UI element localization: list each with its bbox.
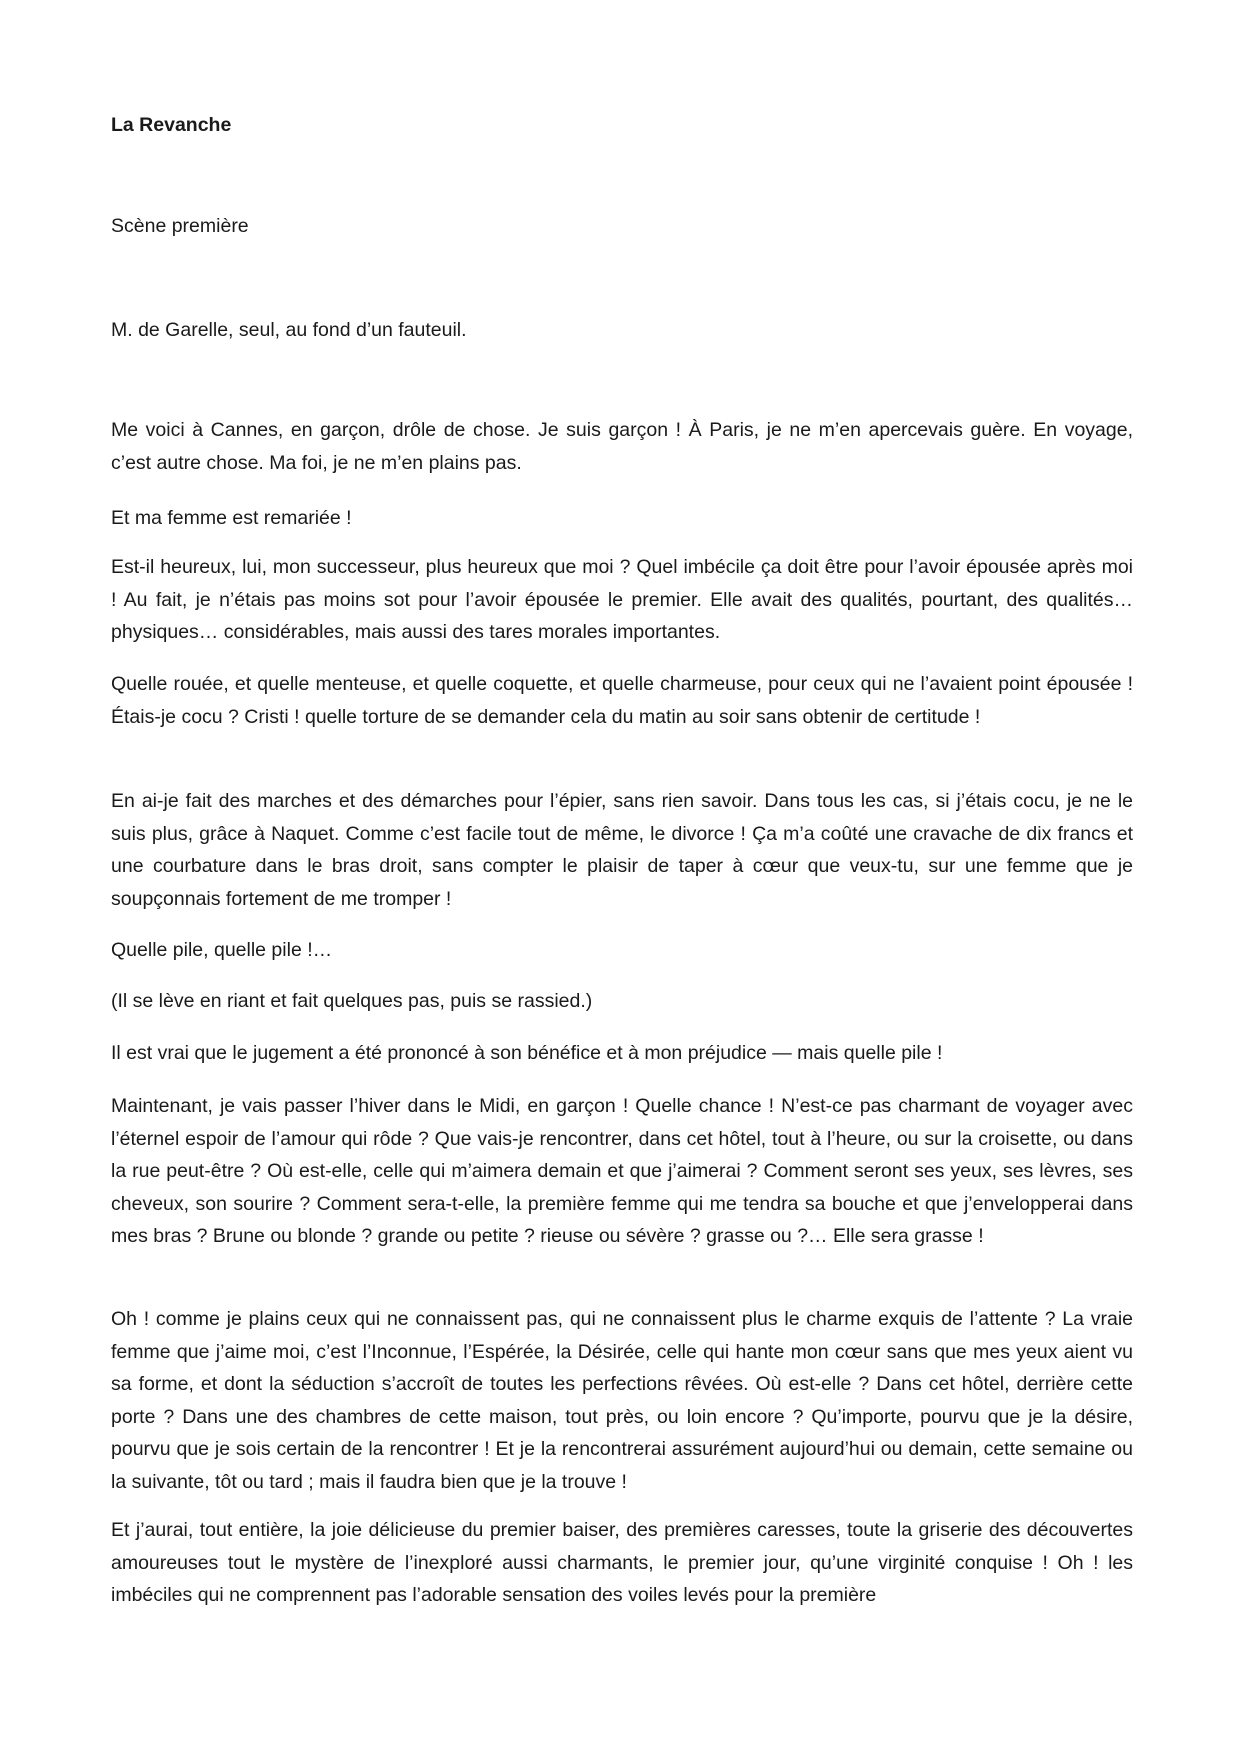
paragraph: Quelle rouée, et quelle menteuse, et quelle coquette, et quelle charmeuse, pour ceux qui ne l’avaient point épousée ! Étais-je cocu ? Cristi ! quelle torture de se demander cela du matin au soir sans obtenir de certitude ! [111,673,1133,728]
paragraph: Et ma femme est remariée ! [111,507,352,529]
stage-direction: M. de Garelle, seul, au fond d’un fauteuil. [111,319,467,341]
stage-direction: (Il se lève en riant et fait quelques pas, puis se rassied.) [111,990,593,1012]
paragraph: Oh ! comme je plains ceux qui ne connaissent pas, qui ne connaissent plus le charme exquis de l’attente ? La vraie femme que j’aime moi, c’est l’Inconnue, l’Espérée, la Désirée, celle qui hante mon cœur sans que mes yeux aient vu sa forme, et dont la séduction s’accroît de toutes les perfections rêvées. Où est-elle ? Dans cet hôtel, derrière cette porte ? Dans une des chambres de cette maison, tout près, ou loin encore ? Qu’importe, pourvu que je la désire, pourvu que je sois certain de la rencontrer ! Et je la rencontrerai assurément aujourd’hui ou demain, cette semaine ou la suivante, tôt ou tard ; mais il faudra bien que je la trouve ! [111,1308,1133,1493]
paragraph: Maintenant, je vais passer l’hiver dans le Midi, en garçon ! Quelle chance ! N’est-ce pas charmant de voyager avec l’éternel espoir de l’amour qui rôde ? Que vais-je rencontrer, dans cet hôtel, tout à l’heure, ou sur la croisette, ou dans la rue peut-être ? Où est-elle, celle qui m’aimera demain et que j’aimerai ? Comment seront ses yeux, ses lèvres, ses cheveux, son sourire ? Comment sera-t-elle, la première femme qui me tendra sa bouche et que j’envelopperai dans mes bras ? Brune ou blonde ? grande ou petite ? rieuse ou sévère ? grasse ou ?… Elle sera grasse ! [111,1095,1133,1247]
paragraph: Est-il heureux, lui, mon successeur, plus heureux que moi ? Quel imbécile ça doit être pour l’avoir épousée après moi ! Au fait, je n’étais pas moins sot pour l’avoir épousée le premier. Elle avait des qualités, pourtant, des qualités… physiques… considérables, mais aussi des tares morales importantes. [111,556,1133,643]
scene-heading: Scène première [111,215,249,237]
paragraph: Me voici à Cannes, en garçon, drôle de chose. Je suis garçon ! À Paris, je ne m’en apercevais guère. En voyage, c’est autre chose. Ma foi, je ne m’en plains pas. [111,419,1133,474]
document-title: La Revanche [111,114,232,136]
paragraph: En ai-je fait des marches et des démarches pour l’épier, sans rien savoir. Dans tous les cas, si j’étais cocu, je ne le suis plus, grâce à Naquet. Comme c’est facile tout de même, le divorce ! Ça m’a coûté une cravache de dix francs et une courbature dans le bras droit, sans compter le plaisir de taper à cœur que veux-tu, sur une femme que je soupçonnais fortement de me tromper ! [111,790,1133,910]
paragraph: Quelle pile, quelle pile !… [111,939,333,961]
paragraph: Il est vrai que le jugement a été prononcé à son bénéfice et à mon préjudice — mais quelle pile ! [111,1042,943,1064]
paragraph: Et j’aurai, tout entière, la joie délicieuse du premier baiser, des premières caresses, toute la griserie des découvertes amoureuses tout le mystère de l’inexploré aussi charmants, le premier jour, qu’une virginité conquise ! Oh ! les imbéciles qui ne comprennent pas l’adorable sensation des voiles levés pour la première [111,1519,1133,1606]
